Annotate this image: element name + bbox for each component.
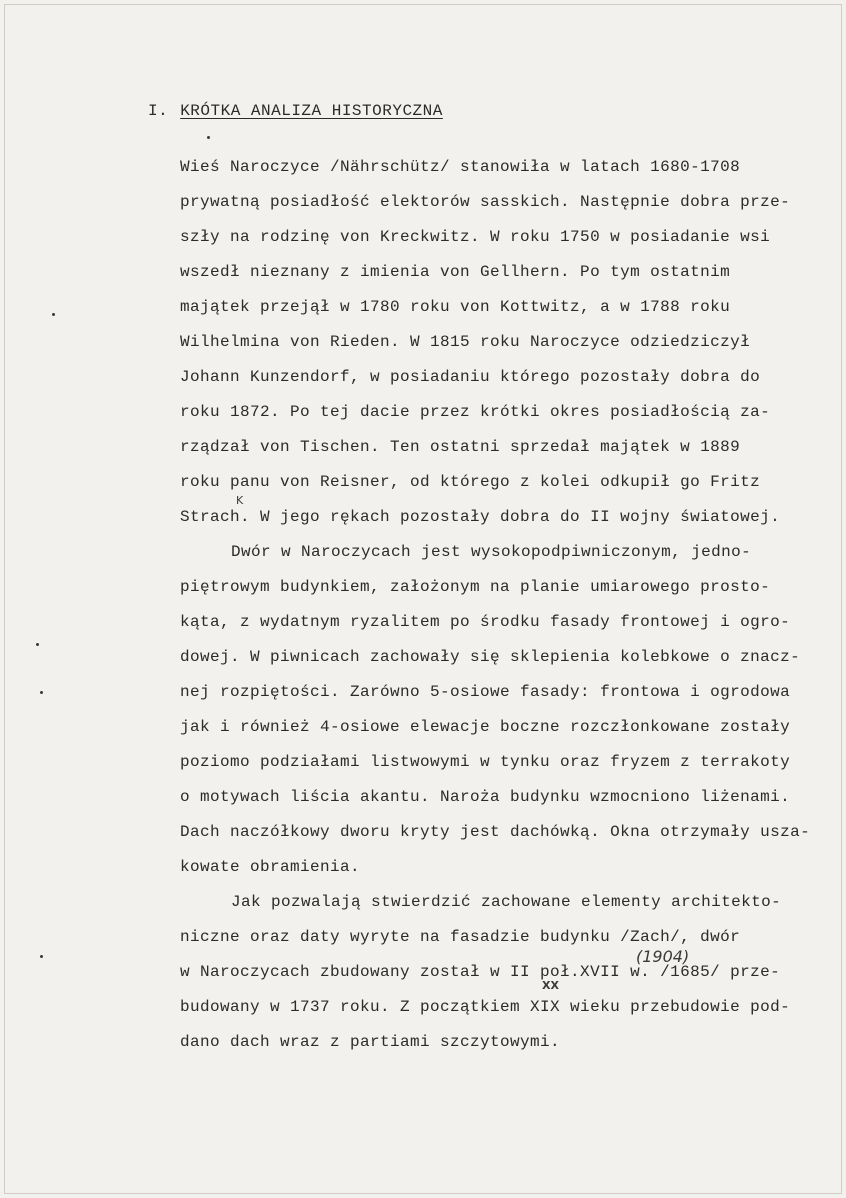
margin-speck [52,313,55,316]
text-line: roku panu von Reisner, od którego z kolei odkupił go Fritz [180,473,761,491]
margin-speck [207,136,210,139]
margin-speck [40,691,43,694]
text-line: kowate obramienia. [180,858,361,876]
text-line: jak i również 4-osiowe elewacje boczne rozczłonkowane zostały [180,718,791,736]
text-line: Wilhelmina von Rieden. W 1815 roku Naroczyce odziedziczył [180,333,751,351]
text-line: majątek przejął w 1780 roku von Kottwitz, a w 1788 roku [180,298,731,316]
text-line: Strach. W jego rękach pozostały dobra do II wojny światowej. [180,508,781,526]
section-title: KRÓTKA ANALIZA HISTORYCZNA [180,102,443,120]
text-line: roku 1872. Po tej dacie przez krótki okres posiadłością za- [180,403,771,421]
text-line: rządzał von Tischen. Ten ostatni sprzedał majątek w 1889 [180,438,741,456]
handwritten-xx-mark: XX [542,979,559,992]
text-line: wszedł nieznany z imienia von Gellhern. Po tym ostatnim [180,263,731,281]
text-line: Dach naczółkowy dworu kryty jest dachówką. Okna otrzymały usza- [180,823,811,841]
text-line: piętrowym budynkiem, założonym na planie umiarowego prosto- [180,578,771,596]
section-number: I. [148,102,169,120]
text-line: Wieś Naroczyce /Nährschütz/ stanowiła w latach 1680-1708 [180,158,741,176]
text-line: nej rozpiętości. Zarówno 5-osiowe fasady: frontowa i ogrodowa [180,683,791,701]
text-line: Dwór w Naroczycach jest wysokopodpiwniczonym, jedno- [231,543,752,561]
margin-speck [36,643,39,646]
text-line: dowej. W piwnicach zachowały się sklepienia kolebkowe o znacz- [180,648,801,666]
handwritten-k-mark: K [236,494,244,507]
text-line: w Naroczycach zbudowany został w II poł.XVII w. /1685/ prze- [180,963,781,981]
handwritten-year-mark: (1904) [636,947,690,966]
text-line: niczne oraz daty wyryte na fasadzie budynku /Zach/, dwór [180,928,741,946]
section-heading [148,102,443,120]
text-line: budowany w 1737 roku. Z początkiem XIX wieku przebudowie pod- [180,998,791,1016]
text-line: kąta, z wydatnym ryzalitem po środku fasady frontowej i ogro- [180,613,791,631]
text-line: szły na rodzinę von Kreckwitz. W roku 1750 w posiadanie wsi [180,228,771,246]
text-line: o motywach liścia akantu. Naroża budynku wzmocniono liżenami. [180,788,791,806]
text-line: Jak pozwalają stwierdzić zachowane elementy architekto- [231,893,782,911]
text-line: prywatną posiadłość elektorów sasskich. Następnie dobra prze- [180,193,791,211]
margin-speck [40,955,43,958]
text-line: dano dach wraz z partiami szczytowymi. [180,1033,561,1051]
text-line: poziomo podziałami listwowymi w tynku oraz fryzem z terrakoty [180,753,791,771]
text-line: Johann Kunzendorf, w posiadaniu którego pozostały dobra do [180,368,761,386]
